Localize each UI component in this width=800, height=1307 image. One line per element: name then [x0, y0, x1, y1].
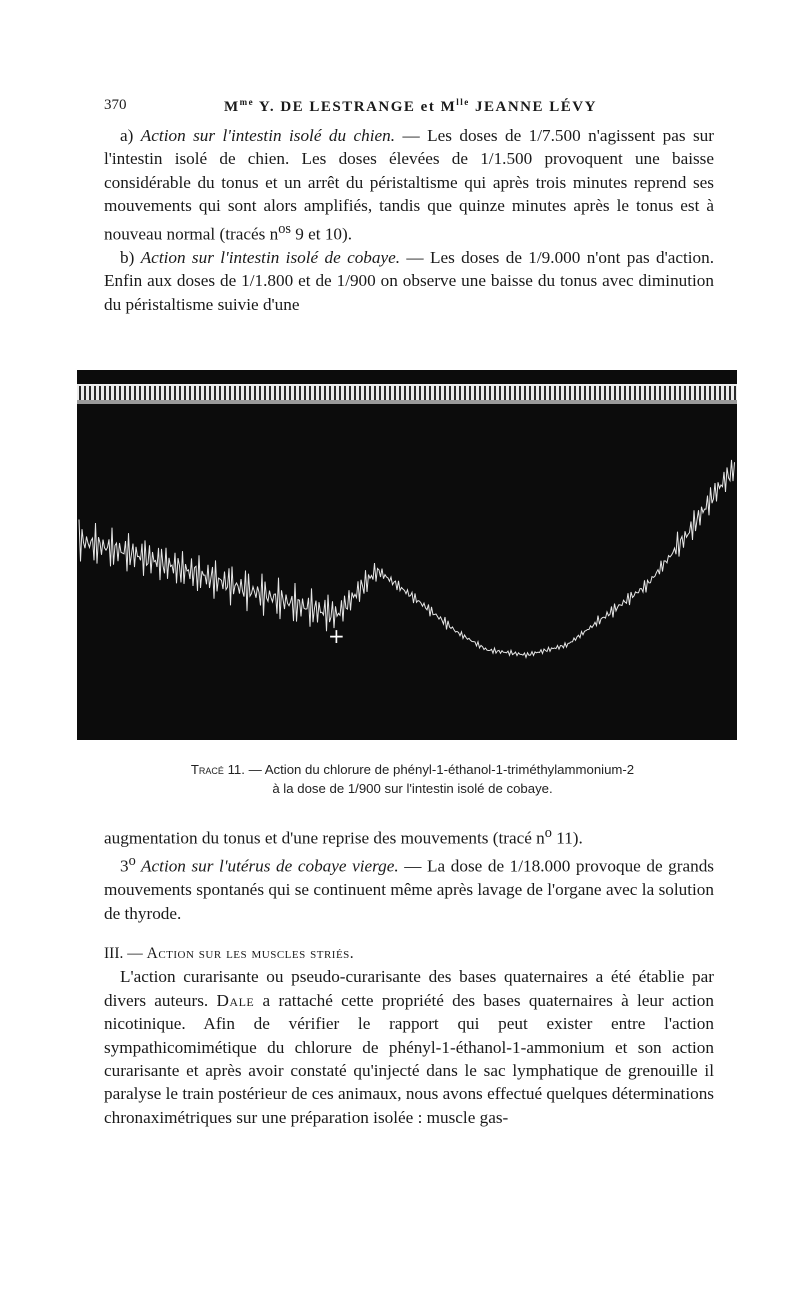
kymograph-trace-figure: [77, 370, 737, 740]
injection-marker: +: [328, 624, 345, 648]
section-iii: [104, 942, 714, 1129]
figure-caption: Tracé 11. — Action du chlorure de phényl-1-éthanol-1-triméthylammonium-2 à la dose de 1/900 sur l'intestin isolé de cobaye.: [190, 762, 635, 796]
top-text-block: [104, 124, 714, 316]
running-title: $M^{me}$ Y. DE LESTRANGE et $M^{lle}$ JEANNE LÉVY: [224, 97, 597, 115]
middle-text-block: [104, 822, 714, 925]
paragraph-a-title: Action sur l'intestin isolé du chien.: [140, 126, 396, 145]
paragraph-3-title: Action sur l'utérus de cobaye vierge.: [135, 856, 399, 876]
paragraph-b-continued: augmentation du tonus et d'une reprise des mouvements (tracé $n^o$ 11).: [104, 825, 583, 848]
paragraph-b-title: Action sur l'intestin isolé de cobaye.: [140, 247, 401, 267]
paragraph-iii: L'action curarisante ou pseudo-curarisante des bases quaternaires a été établie par divers auteurs. Dale a rattaché cette propriété des bases quaternaires à leur action nicotinique. Afin de vérifier le rapport qui peut exister entre l'action sympathicomimétique du chlorure de phényl-1-éthanol-1-ammonium et son action curarisante et après avoir constaté qu'injecté dans le sac lymphatique de grenouille il paralyse le train postérieur de ces animaux, nous avons effectué quelques déterminations chronaximétriques sur une préparation isolée : muscle gas-: [104, 967, 714, 1127]
paragraph-3: 3$^o$ Action sur l'utérus de cobaye vierge. — La dose de 1/18.000 provoque de grands mouvements spontanés qui se continuent même après lavage de l'organe avec la solution de thyrode.: [104, 853, 714, 923]
trace-image: [77, 370, 737, 740]
paragraph-a: a) Action sur l'intestin isolé du chien. — Les doses de 1/7.500 n'agissent pas sur l'intestin isolé de chien. Les doses élevées de 1/1.500 provoquent une baisse considérable du tonus et un arrêt du péristaltisme qui après trois minutes reprend ses mouvements qui sont alors amplifiés, tandis que quinze minutes après le tonus est à nouveau normal (tracés $n^{os}$ 9 et 10).: [104, 126, 714, 244]
running-header: [104, 97, 714, 119]
page-number: 370: [104, 97, 127, 113]
paragraph-b: b) Action sur l'intestin isolé de cobaye. — Les doses de 1/9.000 n'ont pas d'action. Enfin aux doses de 1/1.800 et de 1/900 on observe une baisse du tonus avec diminution du péristaltisme suivie d'une: [104, 247, 714, 314]
section-heading: III. — Action sur les muscles striés.: [104, 945, 355, 962]
author-name: Dale: [216, 990, 255, 1010]
caption-label: Tracé 11.: [190, 762, 245, 777]
